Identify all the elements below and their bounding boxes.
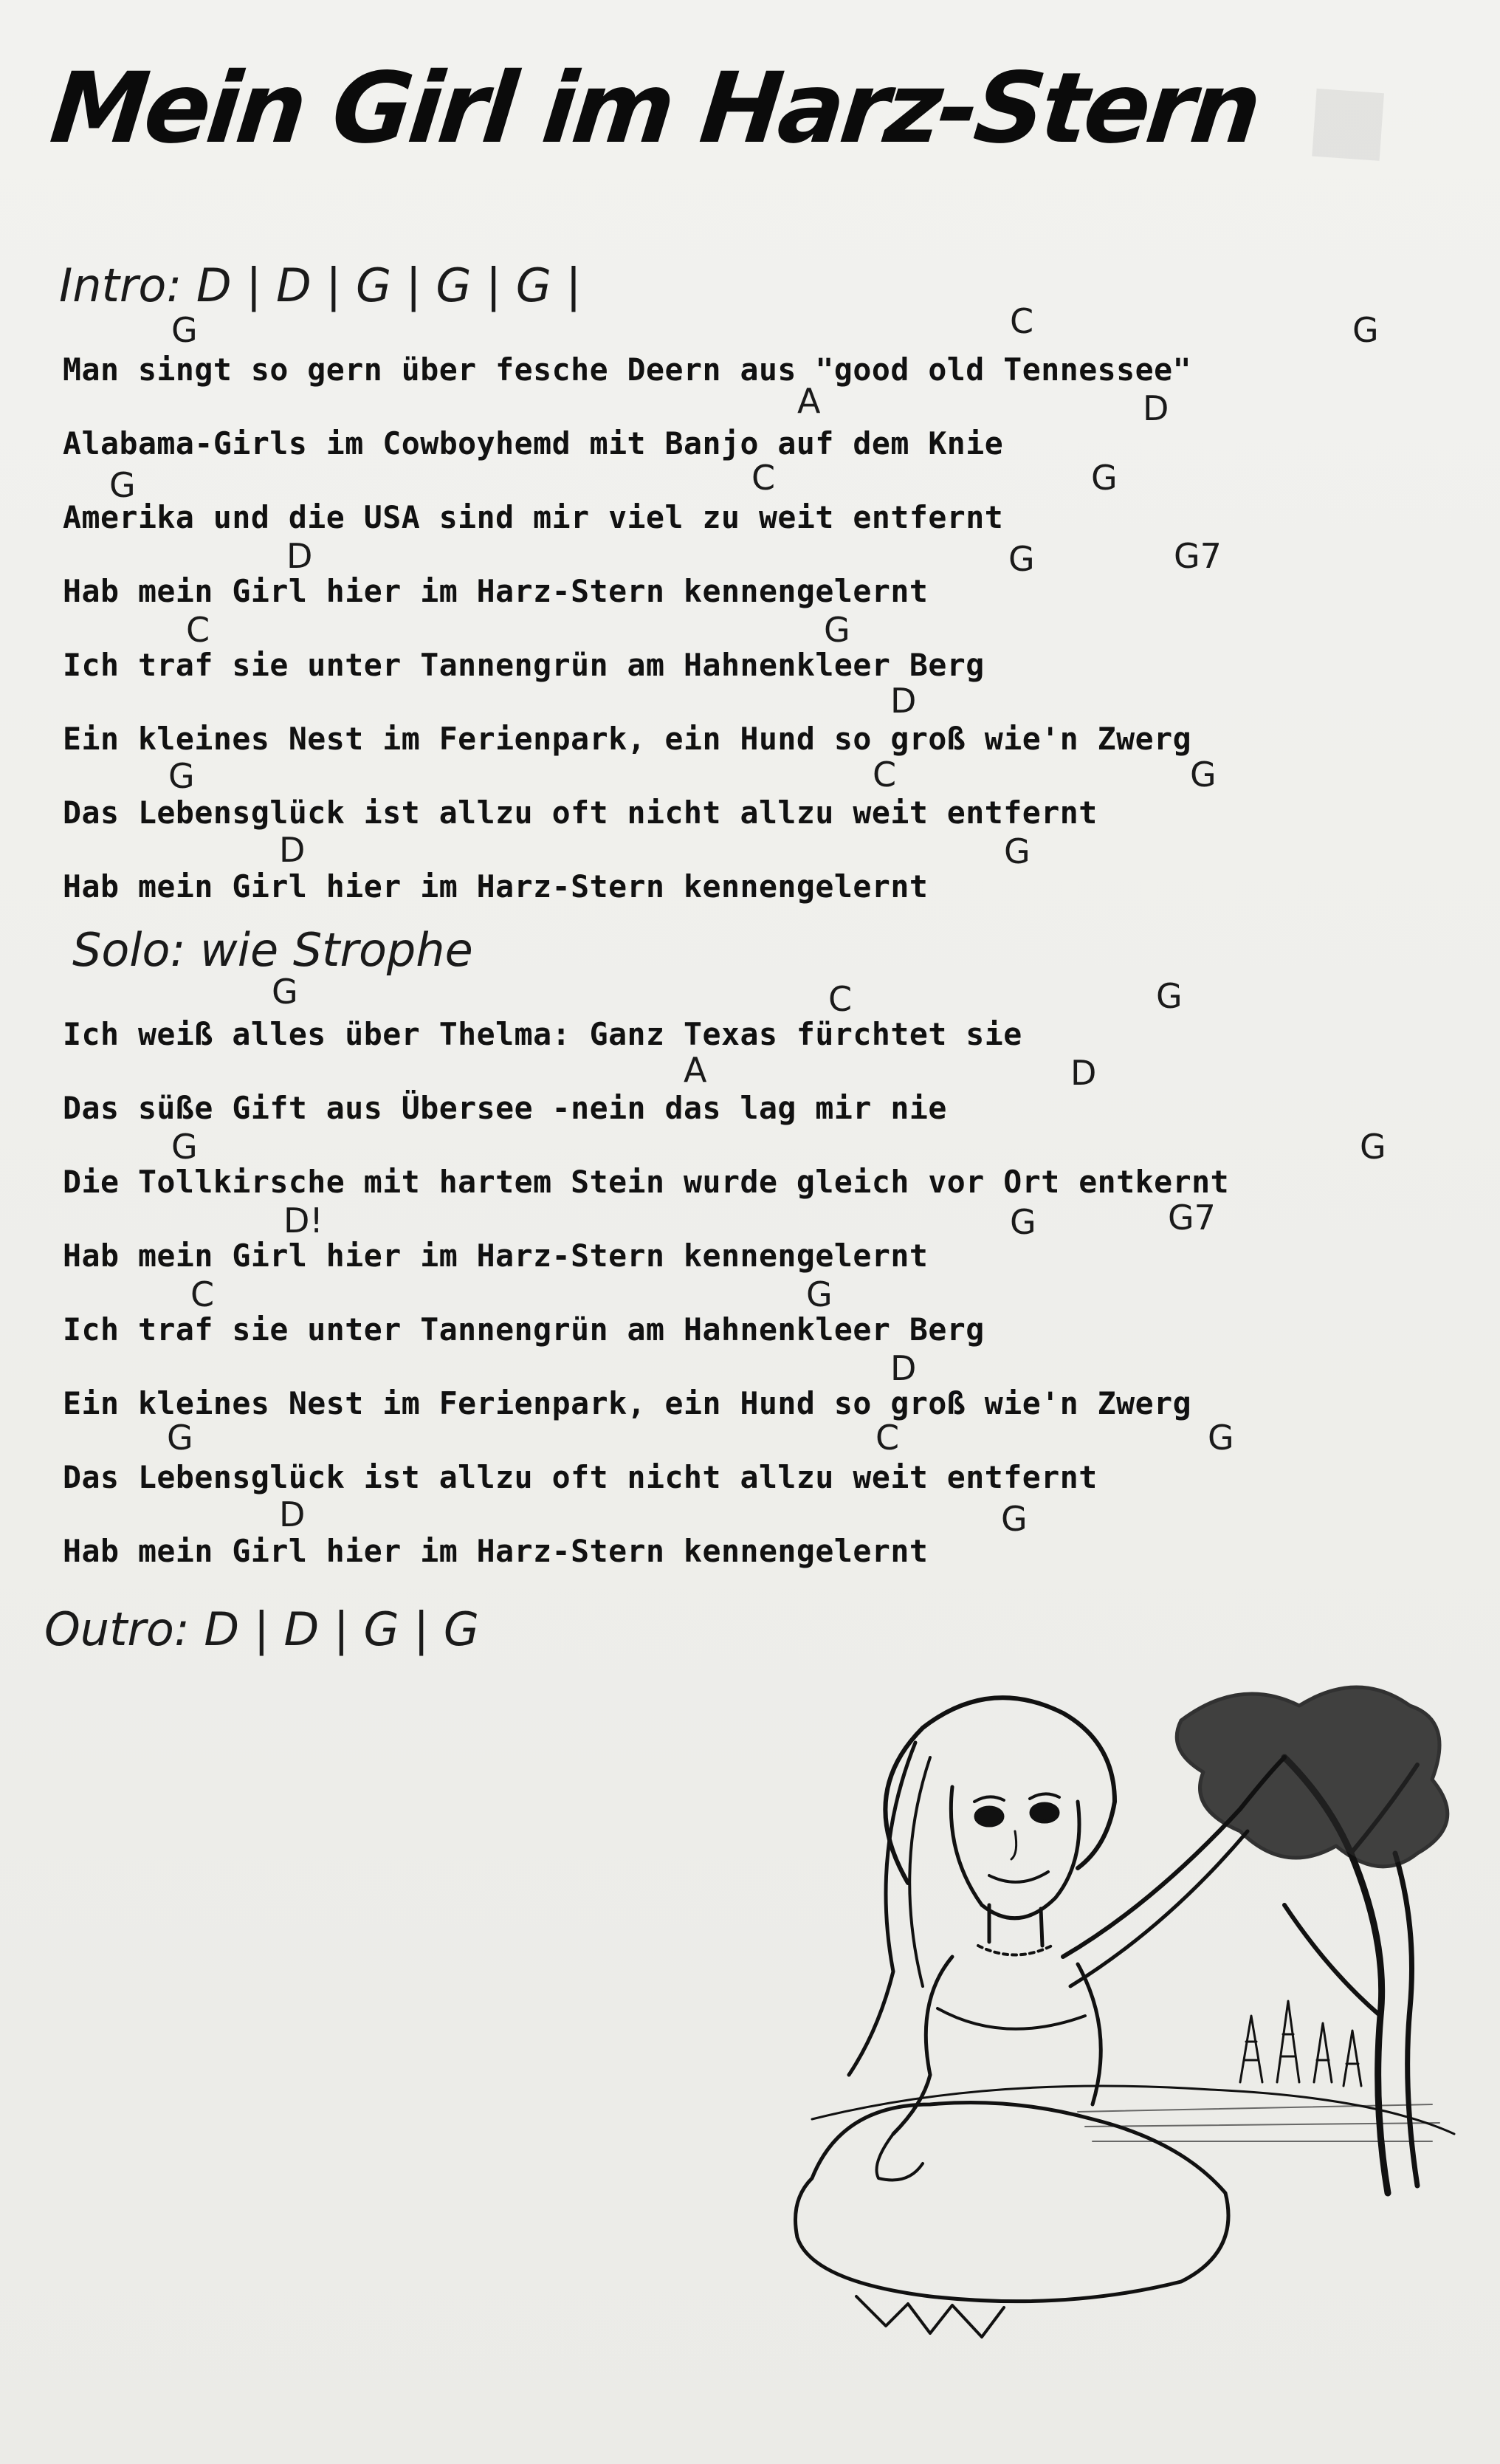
lyric-line: Ich weiß alles über Thelma: Ganz Texas fürchtet sie xyxy=(63,1016,1022,1052)
chord: G xyxy=(168,756,195,796)
chord: G xyxy=(1001,1499,1028,1539)
chord: G xyxy=(171,310,198,350)
chord: C xyxy=(186,610,210,650)
lyric-line: Ein kleines Nest im Ferienpark, ein Hund so groß wie'n Zwerg xyxy=(63,1385,1192,1421)
lyric-line: Ich traf sie unter Tannengrün am Hahnenkleer Berg xyxy=(63,1311,985,1348)
chord: G xyxy=(1008,539,1035,579)
lyric-line: Hab mein Girl hier im Harz-Stern kennengelernt xyxy=(63,573,929,609)
chord: D xyxy=(1070,1053,1097,1093)
girl-under-tree-illustration xyxy=(768,1661,1476,2415)
chord: D xyxy=(286,536,313,576)
chord: G xyxy=(1091,458,1118,498)
chord: G xyxy=(109,465,136,505)
chord: G xyxy=(167,1418,193,1458)
solo-note: Solo: wie Strophe xyxy=(72,923,473,977)
chord: C xyxy=(190,1274,215,1314)
bleed-through-shadow: ■ xyxy=(1303,64,1394,172)
chord: A xyxy=(797,381,821,421)
lyric-line: Hab mein Girl hier im Harz-Stern kennengelernt xyxy=(63,1533,929,1569)
lyric-line: Amerika und die USA sind mir viel zu weit entfernt xyxy=(63,499,1004,535)
chord: G xyxy=(1352,310,1379,350)
lyric-line: Die Tollkirsche mit hartem Stein wurde gleich vor Ort entkernt xyxy=(63,1164,1230,1200)
chord: G xyxy=(171,1127,198,1167)
chord: G xyxy=(272,972,298,1012)
chord: G xyxy=(1004,831,1031,871)
chord: G xyxy=(824,610,850,650)
chord: C xyxy=(1010,301,1034,341)
lyric-line: Hab mein Girl hier im Harz-Stern kennengelernt xyxy=(63,868,929,905)
chord: D! xyxy=(283,1201,323,1240)
chord: C xyxy=(828,979,853,1019)
chord: A xyxy=(684,1050,707,1090)
chord: D xyxy=(1143,388,1169,428)
chord: G xyxy=(1190,755,1217,795)
chord: D xyxy=(890,1348,917,1388)
chord: D xyxy=(279,1494,306,1534)
outro-chords: Outro: D | D | G | G xyxy=(44,1602,479,1656)
chord: G xyxy=(1360,1127,1386,1167)
chord: G xyxy=(1156,976,1183,1016)
chord: G xyxy=(806,1274,833,1314)
lyric-line: Das süße Gift aus Übersee -nein das lag mir nie xyxy=(63,1090,947,1126)
chord: G xyxy=(1208,1418,1234,1458)
lyric-line: Das Lebensglück ist allzu oft nicht allzu weit entfernt xyxy=(63,795,1098,831)
chord: G7 xyxy=(1168,1198,1216,1238)
lyric-line: Ein kleines Nest im Ferienpark, ein Hund so groß wie'n Zwerg xyxy=(63,721,1192,757)
chord: D xyxy=(279,830,306,870)
chord: G xyxy=(1010,1202,1036,1242)
lyric-line: Ich traf sie unter Tannengrün am Hahnenkleer Berg xyxy=(63,647,985,683)
lyric-line: Alabama-Girls im Cowboyhemd mit Banjo auf dem Knie xyxy=(63,425,1004,461)
chord: C xyxy=(875,1418,900,1458)
chord: G7 xyxy=(1174,536,1222,576)
lyric-line: Man singt so gern über fesche Deern aus "good old Tennessee" xyxy=(63,351,1192,388)
lyric-line: Das Lebensglück ist allzu oft nicht allzu weit entfernt xyxy=(63,1459,1098,1495)
song-title: Mein Girl im Harz-Stern xyxy=(45,52,1263,165)
lyric-line: Hab mein Girl hier im Harz-Stern kennengelernt xyxy=(63,1238,929,1274)
chord: C xyxy=(751,458,776,498)
chord: C xyxy=(873,755,897,795)
chord: D xyxy=(890,681,917,721)
intro-chords: Intro: D | D | G | G | G | xyxy=(59,258,582,312)
